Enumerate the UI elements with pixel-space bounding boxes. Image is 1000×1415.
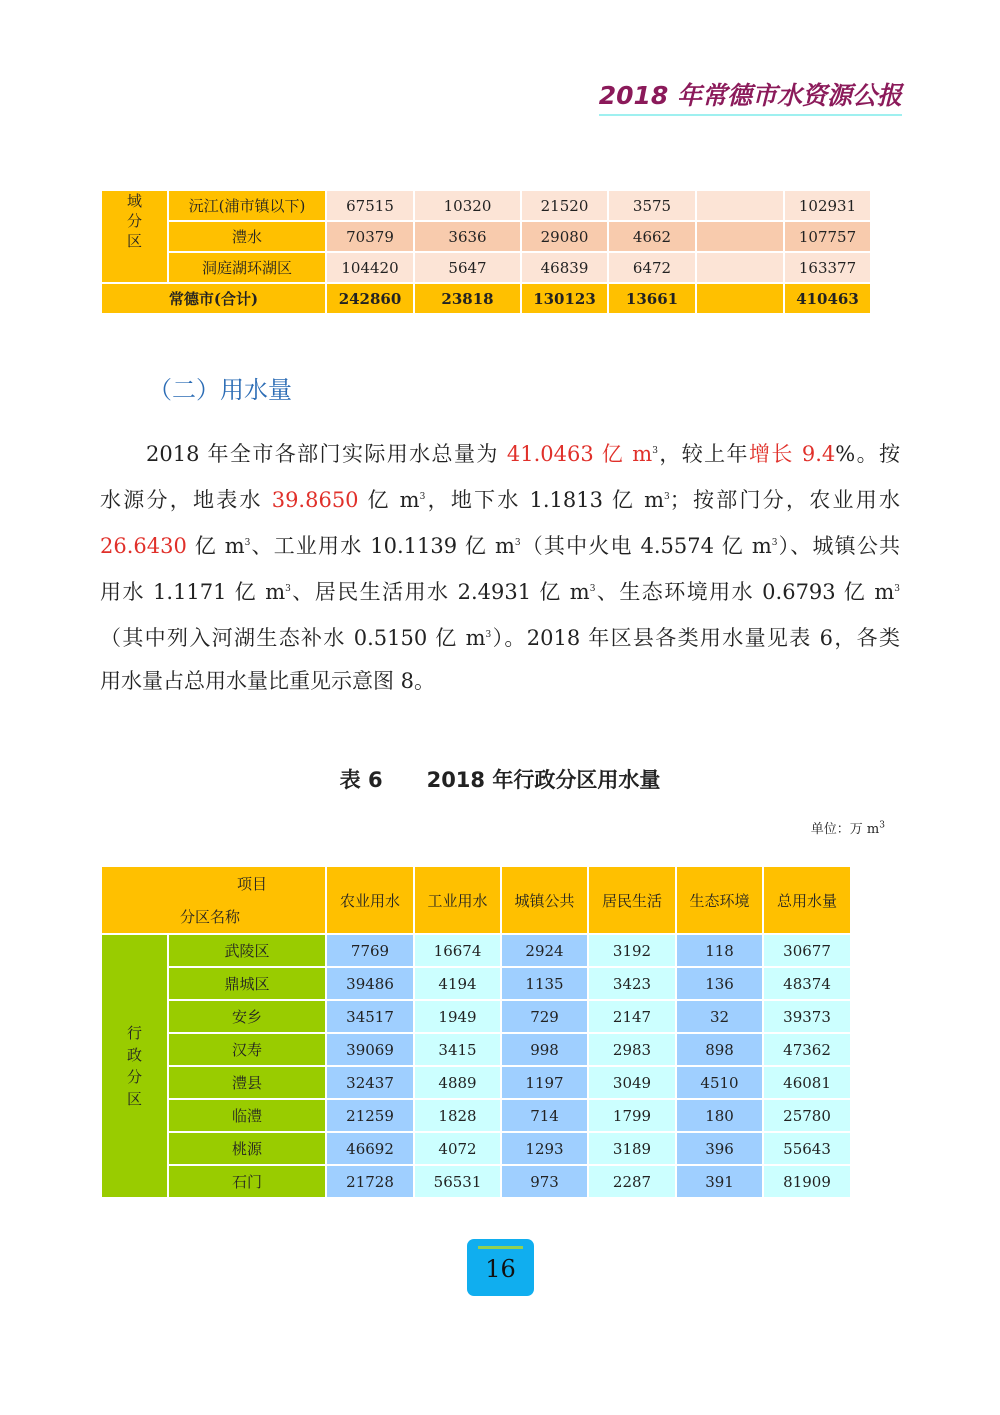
- value-cell: 3575: [608, 190, 696, 221]
- table-row: [101, 1132, 851, 1165]
- value-cell: 729: [501, 1000, 588, 1033]
- value-cell: 163377: [784, 252, 871, 283]
- text-segment: 用水量占总用水量比重见示意图 8。: [100, 669, 436, 693]
- value-cell: 2983: [588, 1033, 676, 1066]
- value-cell: 102931: [784, 190, 871, 221]
- water-resources-table-continued: [100, 189, 872, 315]
- text-segment: 26.6430: [100, 534, 187, 558]
- total-value-cell: 23818: [414, 283, 521, 314]
- table-row: [101, 1066, 851, 1099]
- paragraph-line: [100, 428, 900, 474]
- total-value-cell: 242860: [326, 283, 414, 314]
- table-row: [101, 1099, 851, 1132]
- superscript: 3: [485, 630, 492, 640]
- paragraph-line: [100, 612, 900, 658]
- value-cell: 21728: [326, 1165, 414, 1198]
- text-segment: （其中列入河湖生态补水 0.5150 亿 m: [100, 626, 486, 650]
- value-cell: 396: [676, 1132, 763, 1165]
- value-cell: 47362: [763, 1033, 851, 1066]
- corner-top-label: 项目: [237, 875, 268, 893]
- superscript: 3: [244, 538, 251, 548]
- total-value-cell: 130123: [521, 283, 608, 314]
- text-segment: ）。2018 年区县各类用水量见表 6，各类: [491, 626, 901, 650]
- value-cell: 4194: [414, 967, 501, 1000]
- text-segment: ，较上年: [657, 442, 749, 466]
- column-header: 工业用水: [414, 866, 501, 934]
- district-name-cell: 石门: [168, 1165, 326, 1198]
- text-segment: 亿 m: [358, 488, 420, 512]
- value-cell: 32: [676, 1000, 763, 1033]
- text-segment: 亿 m: [186, 534, 245, 558]
- text-segment: 、居民生活用水 2.4931 亿 m: [290, 580, 590, 604]
- superscript: 3: [285, 584, 291, 594]
- page-number: 16: [485, 1255, 516, 1283]
- value-cell: 1799: [588, 1099, 676, 1132]
- table-row: [101, 252, 871, 283]
- value-cell: 29080: [521, 221, 608, 252]
- group-label-cell: 行 政 分 区: [101, 934, 168, 1198]
- value-cell: 1949: [414, 1000, 501, 1033]
- total-value-cell: 410463: [784, 283, 871, 314]
- paragraph-line: [100, 566, 900, 612]
- district-name-cell: 澧县: [168, 1066, 326, 1099]
- superscript: 3: [589, 584, 596, 594]
- district-water-use-table: [100, 865, 852, 1199]
- table-row: [101, 190, 871, 221]
- region-name-cell: 澧水: [168, 221, 326, 252]
- column-header: 生态环境: [676, 866, 763, 934]
- value-cell: 48374: [763, 967, 851, 1000]
- text-segment: ）、城镇公共: [777, 534, 900, 558]
- value-cell: 5647: [414, 252, 521, 283]
- value-cell: 3189: [588, 1132, 676, 1165]
- value-cell: 104420: [326, 252, 414, 283]
- value-cell: 55643: [763, 1132, 851, 1165]
- section-title: （二）用水量: [148, 376, 292, 404]
- value-cell: 56531: [414, 1165, 501, 1198]
- table-row: [101, 221, 871, 252]
- unit-sup: 3: [879, 820, 885, 831]
- value-cell: 46839: [521, 252, 608, 283]
- value-cell: 3415: [414, 1033, 501, 1066]
- value-cell: 714: [501, 1099, 588, 1132]
- district-name-cell: 桃源: [168, 1132, 326, 1165]
- unit-text: 单位：万 m: [810, 822, 880, 837]
- column-header: 农业用水: [326, 866, 414, 934]
- total-value-cell: [696, 283, 784, 314]
- value-cell: 4072: [414, 1132, 501, 1165]
- district-name-cell: 安乡: [168, 1000, 326, 1033]
- region-name-cell: 洞庭湖环湖区: [168, 252, 326, 283]
- text-segment: ，地下水 1.1813 亿 m: [425, 488, 664, 512]
- text-segment: 、工业用水 10.1139 亿 m: [250, 534, 515, 558]
- district-name-cell: 汉寿: [168, 1033, 326, 1066]
- value-cell: 107757: [784, 221, 871, 252]
- superscript: 3: [894, 584, 901, 594]
- value-cell: 180: [676, 1099, 763, 1132]
- total-value-cell: 13661: [608, 283, 696, 314]
- value-cell: 4889: [414, 1066, 501, 1099]
- paragraph-line: [100, 474, 900, 520]
- region-name-cell: 沅江(浦市镇以下): [168, 190, 326, 221]
- value-cell: 46692: [326, 1132, 414, 1165]
- superscript: 3: [771, 538, 778, 548]
- value-cell: 7769: [326, 934, 414, 967]
- value-cell: 21259: [326, 1099, 414, 1132]
- value-cell: 4662: [608, 221, 696, 252]
- value-cell: [696, 252, 784, 283]
- value-cell: 25780: [763, 1099, 851, 1132]
- value-cell: 136: [676, 967, 763, 1000]
- superscript: 3: [514, 538, 521, 548]
- value-cell: 1293: [501, 1132, 588, 1165]
- paragraph-line: [100, 658, 900, 704]
- value-cell: 39069: [326, 1033, 414, 1066]
- value-cell: 46081: [763, 1066, 851, 1099]
- table-row: [101, 1165, 851, 1198]
- unit-label: [811, 818, 885, 837]
- value-cell: 2287: [588, 1165, 676, 1198]
- value-cell: 81909: [763, 1165, 851, 1198]
- value-cell: [696, 190, 784, 221]
- column-header: 城镇公共: [501, 866, 588, 934]
- corner-header-cell: [101, 866, 326, 934]
- paragraph-line: [100, 520, 900, 566]
- value-cell: 1197: [501, 1066, 588, 1099]
- table-caption: [0, 764, 1000, 794]
- value-cell: 16674: [414, 934, 501, 967]
- value-cell: [696, 221, 784, 252]
- corner-bottom-label: 分区名称: [180, 908, 241, 926]
- value-cell: 67515: [326, 190, 414, 221]
- text-segment: 增长 9.4: [748, 442, 836, 466]
- total-name-cell: 常德市(合计): [101, 283, 326, 314]
- column-header: 居民生活: [588, 866, 676, 934]
- value-cell: 3636: [414, 221, 521, 252]
- value-cell: 39486: [326, 967, 414, 1000]
- value-cell: 10320: [414, 190, 521, 221]
- text-segment: 用水 1.1171 亿 m: [100, 580, 286, 604]
- value-cell: 21520: [521, 190, 608, 221]
- value-cell: 998: [501, 1033, 588, 1066]
- value-cell: 6472: [608, 252, 696, 283]
- value-cell: 118: [676, 934, 763, 967]
- table-title: 2018 年行政分区用水量: [426, 768, 661, 792]
- table-row: [101, 1000, 851, 1033]
- text-segment: 、生态环境用水 0.6793 亿 m: [595, 580, 895, 604]
- value-cell: 39373: [763, 1000, 851, 1033]
- superscript: 3: [419, 492, 426, 502]
- value-cell: 3423: [588, 967, 676, 1000]
- value-cell: 2924: [501, 934, 588, 967]
- group-label-cell: 域 分 区: [101, 190, 168, 283]
- header-row: [101, 866, 851, 934]
- text-segment: 2018 年全市各部门实际用水总量为: [146, 442, 507, 466]
- text-segment: ；按部门分，农业用水: [669, 488, 901, 512]
- table-row: [101, 967, 851, 1000]
- column-header: 总用水量: [763, 866, 851, 934]
- value-cell: 3192: [588, 934, 676, 967]
- value-cell: 2147: [588, 1000, 676, 1033]
- value-cell: 1828: [414, 1099, 501, 1132]
- value-cell: 34517: [326, 1000, 414, 1033]
- value-cell: 1135: [501, 967, 588, 1000]
- district-name-cell: 鼎城区: [168, 967, 326, 1000]
- value-cell: 391: [676, 1165, 763, 1198]
- text-segment: 水源分，地表水: [100, 488, 272, 512]
- district-name-cell: 武陵区: [168, 934, 326, 967]
- text-segment: 39.8650: [271, 488, 359, 512]
- value-cell: 70379: [326, 221, 414, 252]
- value-cell: 4510: [676, 1066, 763, 1099]
- value-cell: 973: [501, 1165, 588, 1198]
- page-badge-accent: [478, 1246, 523, 1249]
- text-segment: %。按: [835, 442, 901, 466]
- page-number-badge: [467, 1239, 534, 1296]
- value-cell: 3049: [588, 1066, 676, 1099]
- text-segment: （其中火电 4.5574 亿 m: [520, 534, 772, 558]
- table-number: 表 6: [339, 768, 383, 792]
- table-row: [101, 934, 851, 967]
- water-use-paragraph: [100, 428, 900, 704]
- value-cell: 32437: [326, 1066, 414, 1099]
- report-header-title: 2018 年常德市水资源公报: [599, 76, 902, 116]
- total-row: [101, 283, 871, 314]
- table-row: [101, 1033, 851, 1066]
- superscript: 3: [664, 492, 670, 502]
- text-segment: 41.0463 亿 m: [506, 442, 653, 466]
- superscript: 3: [652, 446, 658, 456]
- value-cell: 30677: [763, 934, 851, 967]
- district-name-cell: 临澧: [168, 1099, 326, 1132]
- value-cell: 898: [676, 1033, 763, 1066]
